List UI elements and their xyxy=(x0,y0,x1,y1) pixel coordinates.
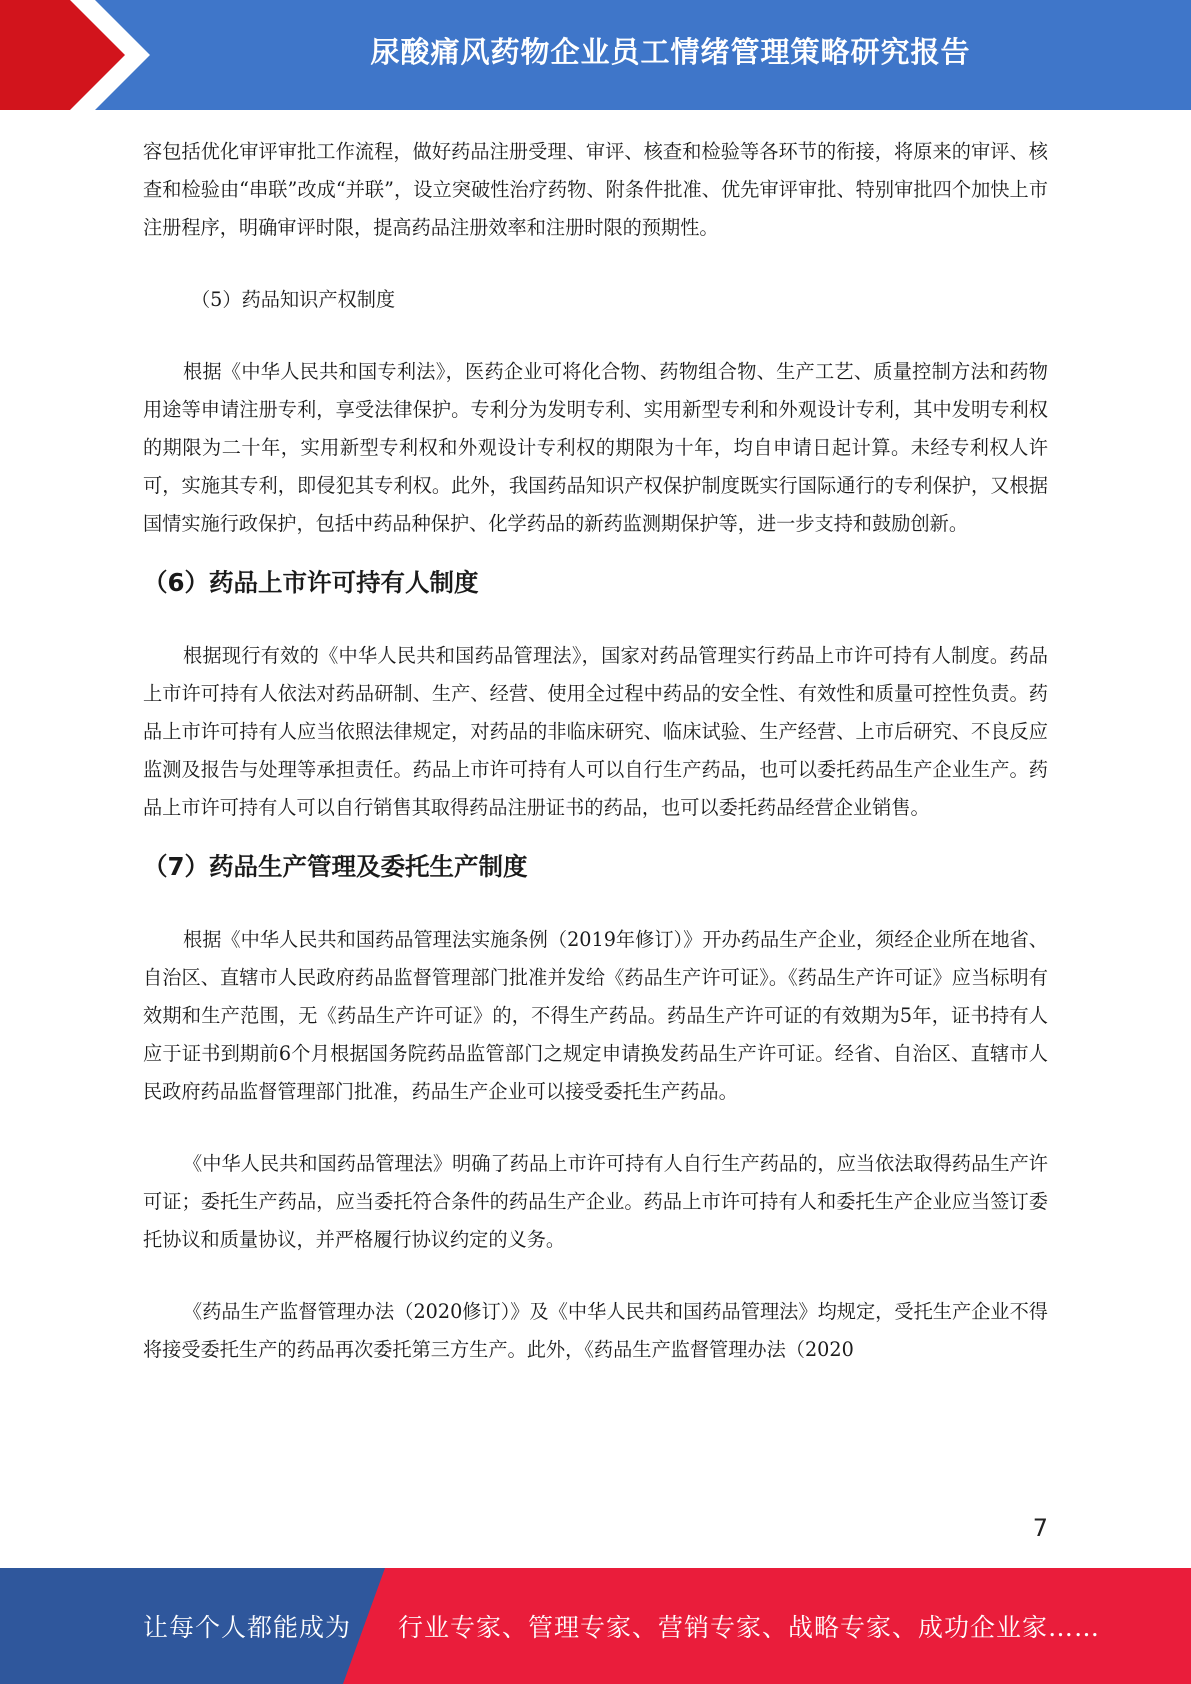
paragraph-review-process: 容包括优化审评审批工作流程，做好药品注册受理、审评、核查和检验等各环节的衔接，将原来的审评、核查和检验由“串联”改成“并联”，设立突破性治疗药物、附条件批准、优先审评审批、特别审批四个加快上市注册程序，明确审评时限，提高药品注册效率和注册时限的预期性。 xyxy=(143,140,1048,239)
document-title: 尿酸痛风药物企业员工情绪管理策略研究报告 xyxy=(370,34,971,69)
heading-production-system: （7）药品生产管理及委托生产制度 xyxy=(143,852,528,881)
page-header xyxy=(0,0,1191,110)
page-content xyxy=(143,133,1048,1369)
paragraph-entrusted-production: 《中华人民共和国药品管理法》明确了药品上市许可持有人自行生产药品的，应当依法取得药品生产许可证；委托生产药品，应当委托符合条件的药品生产企业。药品上市许可持有人和委托生产企业应当签订委托协议和质量协议，并严格履行协议约定的义务。 xyxy=(143,1152,1048,1251)
paragraph-production-supervision: 《药品生产监督管理办法（2020修订）》及《中华人民共和国药品管理法》均规定，受托生产企业不得将接受委托生产的药品再次委托第三方生产。此外，《药品生产监督管理办法（2020 xyxy=(143,1300,1048,1361)
subheading-ip-system: （5）药品知识产权制度 xyxy=(191,288,396,311)
header-chevron-decoration xyxy=(0,0,160,110)
footer-slogan-roles: 行业专家、管理专家、营销专家、战略专家、成功企业家…… xyxy=(398,1613,1101,1642)
page-footer xyxy=(0,1568,1191,1684)
page-number: 7 xyxy=(1032,1514,1048,1542)
paragraph-mah-system: 根据现行有效的《中华人民共和国药品管理法》，国家对药品管理实行药品上市许可持有人制度。药品上市许可持有人依法对药品研制、生产、经营、使用全过程中药品的安全性、有效性和质量可控性负责。药品上市许可持有人应当依照法律规定，对药品的非临床研究、临床试验、生产经营、上市后研究、不良反应监测及报告与处理等承担责任。药品上市许可持有人可以自行生产药品，也可以委托药品生产企业生产。药品上市许可持有人可以自行销售其取得药品注册证书的药品，也可以委托药品经营企业销售。 xyxy=(143,644,1048,819)
footer-slogan-lead: 让每个人都能成为 xyxy=(143,1613,352,1642)
paragraph-production-license: 根据《中华人民共和国药品管理法实施条例（2019年修订）》开办药品生产企业，须经企业所在地省、自治区、直辖市人民政府药品监督管理部门批准并发给《药品生产许可证》。《药品生产许可证》应当标明有效期和生产范围，无《药品生产许可证》的，不得生产药品。药品生产许可证的有效期为5年，证书持有人应于证书到期前6个月根据国务院药品监管部门之规定申请换发药品生产许可证。经省、自治区、直辖市人民政府药品监督管理部门批准，药品生产企业可以接受委托生产药品。 xyxy=(143,928,1048,1103)
paragraph-patent-law: 根据《中华人民共和国专利法》，医药企业可将化合物、药物组合物、生产工艺、质量控制方法和药物用途等申请注册专利，享受法律保护。专利分为发明专利、实用新型专利和外观设计专利，其中发明专利权的期限为二十年，实用新型专利权和外观设计专利权的期限为十年，均自申请日起计算。未经专利权人许可，实施其专利，即侵犯其专利权。此外，我国药品知识产权保护制度既实行国际通行的专利保护，又根据国情实施行政保护，包括中药品种保护、化学药品的新药监测期保护等，进一步支持和鼓励创新。 xyxy=(143,360,1048,535)
heading-mah-system: （6）药品上市许可持有人制度 xyxy=(143,568,479,597)
